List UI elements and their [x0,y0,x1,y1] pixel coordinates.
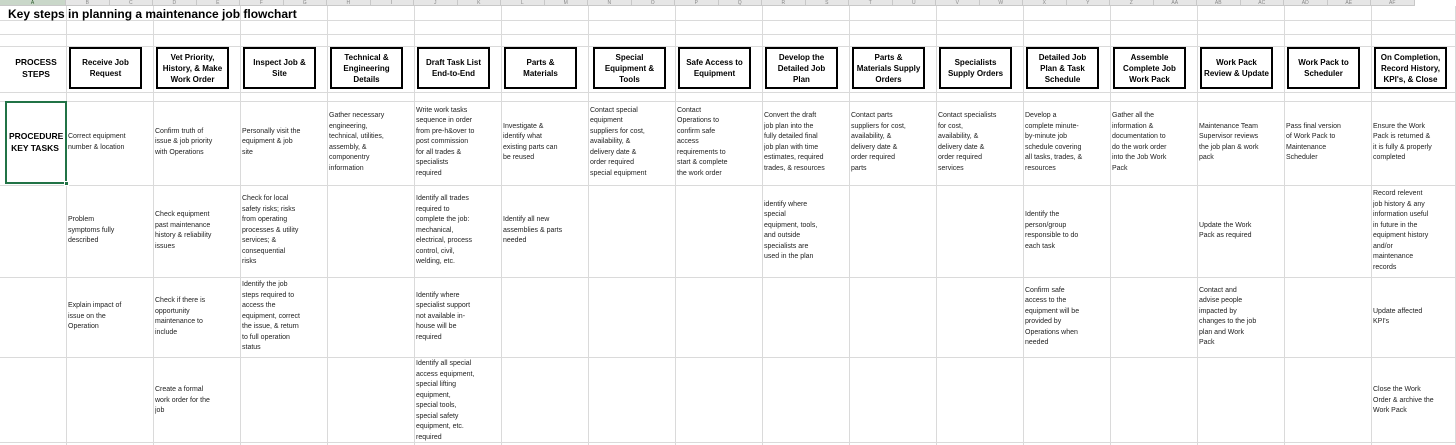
task-cell[interactable]: Identify the person/group responsible to do each task [1025,211,1079,250]
column-header-j[interactable]: J [414,0,458,6]
column-header-af[interactable]: AF [1371,0,1415,6]
column-gridline [1197,6,1198,445]
column-gridline [1110,6,1111,445]
task-cell[interactable]: Update affected KPI's [1373,307,1423,325]
task-cell[interactable]: Pass final version of Work Pack to Maintenance Scheduler [1286,122,1341,161]
row-gridline [0,277,1456,278]
task-cell[interactable]: Contact special equipment suppliers for cost, availability, & delivery date & order required special equipment [590,106,647,177]
column-header-q[interactable]: Q [719,0,763,6]
column-header-b[interactable]: B [66,0,110,6]
column-gridline [153,6,154,445]
column-header-a[interactable]: A [0,0,66,6]
process-step-box[interactable]: Inspect Job & Site [243,47,316,89]
column-header-ab[interactable]: AB [1197,0,1241,6]
column-gridline [240,6,241,445]
process-step-box[interactable]: Safe Access to Equipment [678,47,751,89]
column-header-h[interactable]: H [327,0,371,6]
process-steps-label[interactable]: PROCESS STEPS [15,57,57,79]
task-cell[interactable]: Correct equipment number & location [68,133,126,151]
task-cell[interactable]: Contact specialists for cost, availability, & delivery date & order required services [938,112,997,172]
task-cell[interactable]: Contact parts suppliers for cost, availability, & delivery date & order required parts [851,112,906,172]
task-cell[interactable]: Develop a complete minute- by-minute job schedule covering all tasks, trades, & resources [1025,112,1083,172]
task-cell[interactable]: Write work tasks sequence in order from pre-h&over to post commission for all trades & specialists required [416,106,475,177]
column-header-d[interactable]: D [153,0,197,6]
column-header-m[interactable]: M [545,0,589,6]
task-cell[interactable]: Contact and advise people impacted by changes to the job plan and Work Pack [1199,286,1257,346]
process-step-box[interactable]: On Completion, Record History, KPI's, & Close [1374,47,1447,89]
task-cell[interactable]: Identify all trades required to complete the job: mechanical, electrical, process control, civil, welding, etc. [416,195,473,266]
column-header-e[interactable]: E [197,0,241,6]
column-header-r[interactable]: R [762,0,806,6]
column-header-ae[interactable]: AE [1328,0,1372,6]
row-gridline [0,34,1456,35]
column-header-i[interactable]: I [371,0,415,6]
row-gridline [0,442,1456,443]
process-step-box[interactable]: Detailed Job Plan & Task Schedule [1026,47,1099,89]
column-header-u[interactable]: U [893,0,937,6]
column-header-v[interactable]: V [936,0,980,6]
task-cell[interactable]: Close the Work Order & archive the Work Pack [1373,386,1434,415]
column-gridline [762,6,763,445]
process-step-box[interactable]: Specialists Supply Orders [939,47,1012,89]
column-header-c[interactable]: C [110,0,154,6]
task-cell[interactable]: Identify all new assemblies & parts needed [503,216,563,245]
column-header-x[interactable]: X [1023,0,1067,6]
column-gridline [327,6,328,445]
column-header-n[interactable]: N [588,0,632,6]
column-header-aa[interactable]: AA [1154,0,1198,6]
task-cell[interactable]: Personally visit the equipment & job site [242,127,301,156]
column-gridline [501,6,502,445]
column-gridline [849,6,850,445]
row-gridline [0,101,1456,102]
task-cell[interactable]: identify where special equipment, tools, and outside specialists are used in the plan [764,200,818,260]
fill-handle[interactable] [64,181,69,186]
task-cell[interactable]: Identify the job steps required to access the equipment, correct the issue, & return to full operation status [242,281,300,352]
task-cell[interactable]: Gather necessary engineering, technical, utilities, assembly, & componentry information [329,112,385,172]
column-gridline [588,6,589,445]
process-step-box[interactable]: Special Equipment & Tools [593,47,666,89]
task-cell[interactable]: Check equipment past maintenance history & reliability issues [155,211,212,250]
task-cell[interactable]: Explain impact of issue on the Operation [68,302,122,331]
column-header-ac[interactable]: AC [1241,0,1285,6]
column-header-ad[interactable]: AD [1284,0,1328,6]
column-gridline [414,6,415,445]
column-gridline [66,6,67,445]
task-cell[interactable]: Ensure the Work Pack is returned & it is fully & properly completed [1373,122,1432,161]
task-cell[interactable]: Convert the draft job plan into the fully detailed final job plan with time estimates, required trades, & resources [764,112,825,172]
task-cell[interactable]: Investigate & identify what existing parts can be reused [503,122,558,161]
column-header-f[interactable]: F [240,0,284,6]
column-header-g[interactable]: G [284,0,328,6]
task-cell[interactable]: Confirm truth of issue & job priority with Operations [155,127,213,156]
procedure-key-tasks-label[interactable]: PROCEDURE KEY TASKS [9,131,64,153]
column-gridline [936,6,937,445]
task-cell[interactable]: Gather all the information & documentation to do the work order into the Job Work Pack [1112,112,1167,172]
column-header-o[interactable]: O [632,0,676,6]
column-header-y[interactable]: Y [1067,0,1111,6]
process-step-box[interactable]: Develop the Detailed Job Plan [765,47,838,89]
task-cell[interactable]: Check if there is opportunity maintenance to include [155,297,206,336]
process-step-box[interactable]: Assemble Complete Job Work Pack [1113,47,1186,89]
sheet-title[interactable]: Key steps in planning a maintenance job flowchart [8,7,297,21]
process-step-box[interactable]: Receive Job Request [69,47,142,89]
task-cell[interactable]: Identify where specialist support not available in- house will be required [416,291,471,341]
process-step-box[interactable]: Vet Priority, History, & Make Work Order [156,47,229,89]
column-header-k[interactable]: K [458,0,502,6]
task-cell[interactable]: Create a formal work order for the job [155,386,210,415]
column-header-t[interactable]: T [849,0,893,6]
task-cell[interactable]: Update the Work Pack as required [1199,221,1252,239]
process-step-box[interactable]: Work Pack to Scheduler [1287,47,1360,89]
process-step-box[interactable]: Technical & Engineering Details [330,47,403,89]
row-gridline [0,185,1456,186]
column-header-l[interactable]: L [501,0,545,6]
task-cell[interactable]: Maintenance Team Supervisor reviews the job plan & work pack [1199,122,1259,161]
task-cell[interactable]: Identify all special access equipment, special lifting equipment, special tools, special safety equipment, etc. required [416,360,475,441]
column-gridline [1371,6,1372,445]
process-step-box[interactable]: Work Pack Review & Update [1200,47,1273,89]
column-header-z[interactable]: Z [1110,0,1154,6]
column-gridline [1023,6,1024,445]
column-header-s[interactable]: S [806,0,850,6]
process-step-box[interactable]: Parts & Materials Supply Orders [852,47,925,89]
task-cell[interactable]: Record relevent job history & any information useful in future in the equipment history and/or maintenance records [1373,190,1429,271]
task-cell[interactable]: Contact Operations to confirm safe access requirements to start & complete the work order [677,106,728,177]
column-header-w[interactable]: W [980,0,1024,6]
process-step-box[interactable]: Parts & Materials [504,47,577,89]
task-cell[interactable]: Check for local safety risks; risks from operating processes & utility services; & consequential risks [242,195,299,266]
task-cell[interactable]: Confirm safe access to the equipment will be provided by Operations when needed [1025,286,1080,346]
row-gridline [0,92,1456,93]
task-cell[interactable]: Problem symptoms fully described [68,216,115,245]
row-gridline [0,357,1456,358]
process-step-box[interactable]: Draft Task List End-to-End [417,47,490,89]
column-header-p[interactable]: P [675,0,719,6]
column-gridline [1284,6,1285,445]
column-gridline [675,6,676,445]
